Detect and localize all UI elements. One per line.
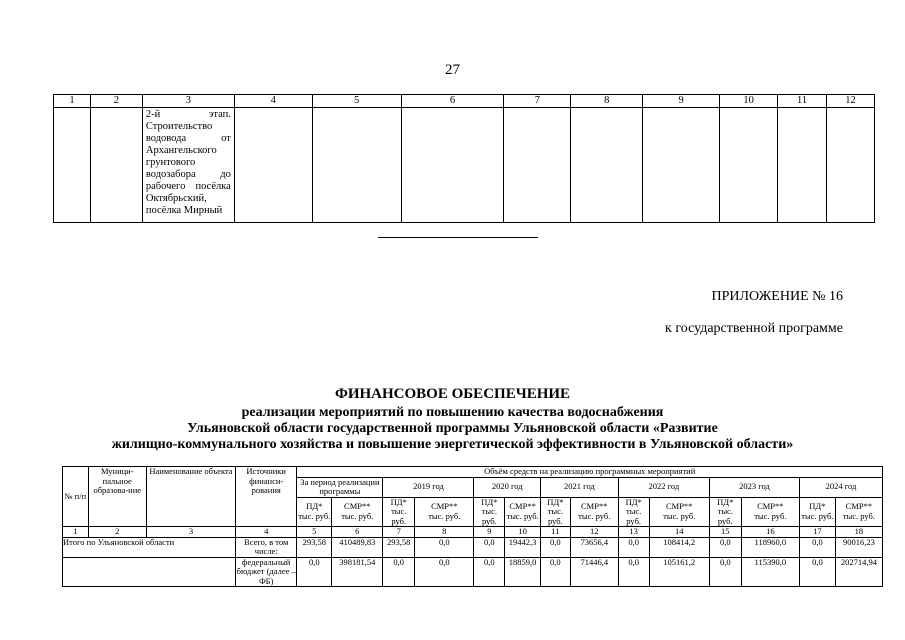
col-num: 14 <box>649 527 709 538</box>
header-period: За период реализации программы <box>297 477 383 497</box>
col-num: 5 <box>312 95 401 108</box>
separator-line <box>378 237 538 238</box>
value-cell: 410489,83 <box>332 537 383 557</box>
header-year: 2024 год <box>799 477 882 497</box>
value-cell: 202714,94 <box>835 557 882 587</box>
col-num: 6 <box>401 95 504 108</box>
value-cell: 0,0 <box>297 557 332 587</box>
column-number-row <box>54 95 875 108</box>
header-pd: ПД* тыс. руб. <box>618 497 649 527</box>
col-num: 8 <box>415 527 474 538</box>
header-object: Наименование объекта <box>146 467 235 527</box>
col-num: 2 <box>88 527 146 538</box>
col-num: 9 <box>474 527 505 538</box>
row-label: Итого по Ульяновской области <box>63 537 236 557</box>
continuation-table <box>53 94 875 223</box>
subtitle-line: жилищно-коммунального хозяйства и повышение энергетической эффективности в Ульяновской области» <box>111 437 794 452</box>
col-num: 2 <box>90 95 142 108</box>
row-label <box>63 557 236 587</box>
value-cell: 0,0 <box>541 537 571 557</box>
value-cell: 293,58 <box>383 537 415 557</box>
value-cell: 19442,3 <box>505 537 541 557</box>
header-pd: ПД* тыс. руб. <box>799 497 835 527</box>
header-pd: ПД* тыс. руб. <box>297 497 332 527</box>
col-num: 3 <box>146 527 235 538</box>
value-cell: 18859,0 <box>505 557 541 587</box>
col-num: 5 <box>297 527 332 538</box>
header-pd: ПД* тыс. руб. <box>383 497 415 527</box>
value-cell: 0,0 <box>415 557 474 587</box>
stage-description: 2-й этап. Строительство водовода от Архангельского грунтового водозабора до рабочего посёлка Октябрьский, посёлка Мирный <box>142 108 234 223</box>
value-cell: 0,0 <box>474 557 505 587</box>
value-cell: 115390,0 <box>741 557 799 587</box>
col-num: 12 <box>826 95 874 108</box>
col-num: 13 <box>618 527 649 538</box>
header-smr: СМР** тыс. руб. <box>415 497 474 527</box>
col-num: 11 <box>541 527 571 538</box>
header-pd: ПД* тыс. руб. <box>474 497 505 527</box>
col-num: 18 <box>835 527 882 538</box>
appendix-subtitle: к государственной программе <box>665 321 843 336</box>
header-year: 2023 год <box>709 477 799 497</box>
col-num: 10 <box>505 527 541 538</box>
col-num: 7 <box>504 95 571 108</box>
financing-table <box>62 466 883 587</box>
value-cell: 0,0 <box>709 537 741 557</box>
value-cell: 71446,4 <box>570 557 618 587</box>
page-number: 27 <box>445 62 460 78</box>
header-year: 2021 год <box>541 477 619 497</box>
header-pd: ПД* тыс. руб. <box>709 497 741 527</box>
table-row <box>63 557 883 587</box>
header-volume: Объём средств на реализацию программных мероприятий <box>297 467 883 478</box>
value-cell: 293,58 <box>297 537 332 557</box>
value-cell: 0,0 <box>474 537 505 557</box>
col-num: 1 <box>54 95 91 108</box>
header-year: 2019 год <box>383 477 474 497</box>
col-num: 17 <box>799 527 835 538</box>
value-cell: 0,0 <box>383 557 415 587</box>
value-cell: 398181,54 <box>332 557 383 587</box>
header-num: № п/п <box>63 467 89 527</box>
row-source: Всего, в том числе: <box>235 537 296 557</box>
value-cell: 118960,0 <box>741 537 799 557</box>
appendix-label: ПРИЛОЖЕНИЕ № 16 <box>711 289 843 304</box>
value-cell: 0,0 <box>541 557 571 587</box>
header-year: 2020 год <box>474 477 541 497</box>
value-cell: 0,0 <box>415 537 474 557</box>
col-num: 9 <box>643 95 720 108</box>
header-smr: СМР** тыс. руб. <box>570 497 618 527</box>
col-num: 8 <box>571 95 643 108</box>
col-num: 16 <box>741 527 799 538</box>
col-num: 1 <box>63 527 89 538</box>
header-pd: ПД* тыс. руб. <box>541 497 571 527</box>
header-smr: СМР** тыс. руб. <box>835 497 882 527</box>
value-cell: 90016,23 <box>835 537 882 557</box>
header-source: Источники финанси-рования <box>235 467 296 527</box>
header-smr: СМР** тыс. руб. <box>649 497 709 527</box>
col-num: 6 <box>332 527 383 538</box>
header-smr: СМР** тыс. руб. <box>505 497 541 527</box>
subtitle-line: реализации мероприятий по повышению качества водоснабжения <box>241 405 664 420</box>
doc-subtitle <box>0 405 905 453</box>
header-row-1 <box>63 467 883 478</box>
table-row <box>63 537 883 557</box>
stage-row <box>54 108 875 223</box>
value-cell: 0,0 <box>799 537 835 557</box>
value-cell: 0,0 <box>709 557 741 587</box>
col-num: 3 <box>142 95 234 108</box>
column-number-row <box>63 527 883 538</box>
value-cell: 73656,4 <box>570 537 618 557</box>
col-num: 7 <box>383 527 415 538</box>
header-year: 2022 год <box>618 477 709 497</box>
header-municipality: Муници-пальное образова-ние <box>88 467 146 527</box>
value-cell: 0,0 <box>799 557 835 587</box>
value-cell: 108414,2 <box>649 537 709 557</box>
value-cell: 0,0 <box>618 557 649 587</box>
row-source: федеральный бюджет (далее – ФБ) <box>236 556 296 586</box>
col-num: 10 <box>720 95 778 108</box>
value-cell: 0,0 <box>618 537 649 557</box>
doc-title: ФИНАНСОВОЕ ОБЕСПЕЧЕНИЕ <box>334 386 571 402</box>
value-cell: 105161,2 <box>649 557 709 587</box>
col-num: 15 <box>709 527 741 538</box>
col-num: 4 <box>235 527 296 538</box>
header-smr: СМР** тыс. руб. <box>741 497 799 527</box>
col-num: 12 <box>570 527 618 538</box>
col-num: 11 <box>778 95 827 108</box>
col-num: 4 <box>234 95 312 108</box>
subtitle-line: Ульяновской области государственной программы Ульяновской области «Развитие <box>187 421 718 436</box>
header-smr: СМР** тыс. руб. <box>332 497 383 527</box>
